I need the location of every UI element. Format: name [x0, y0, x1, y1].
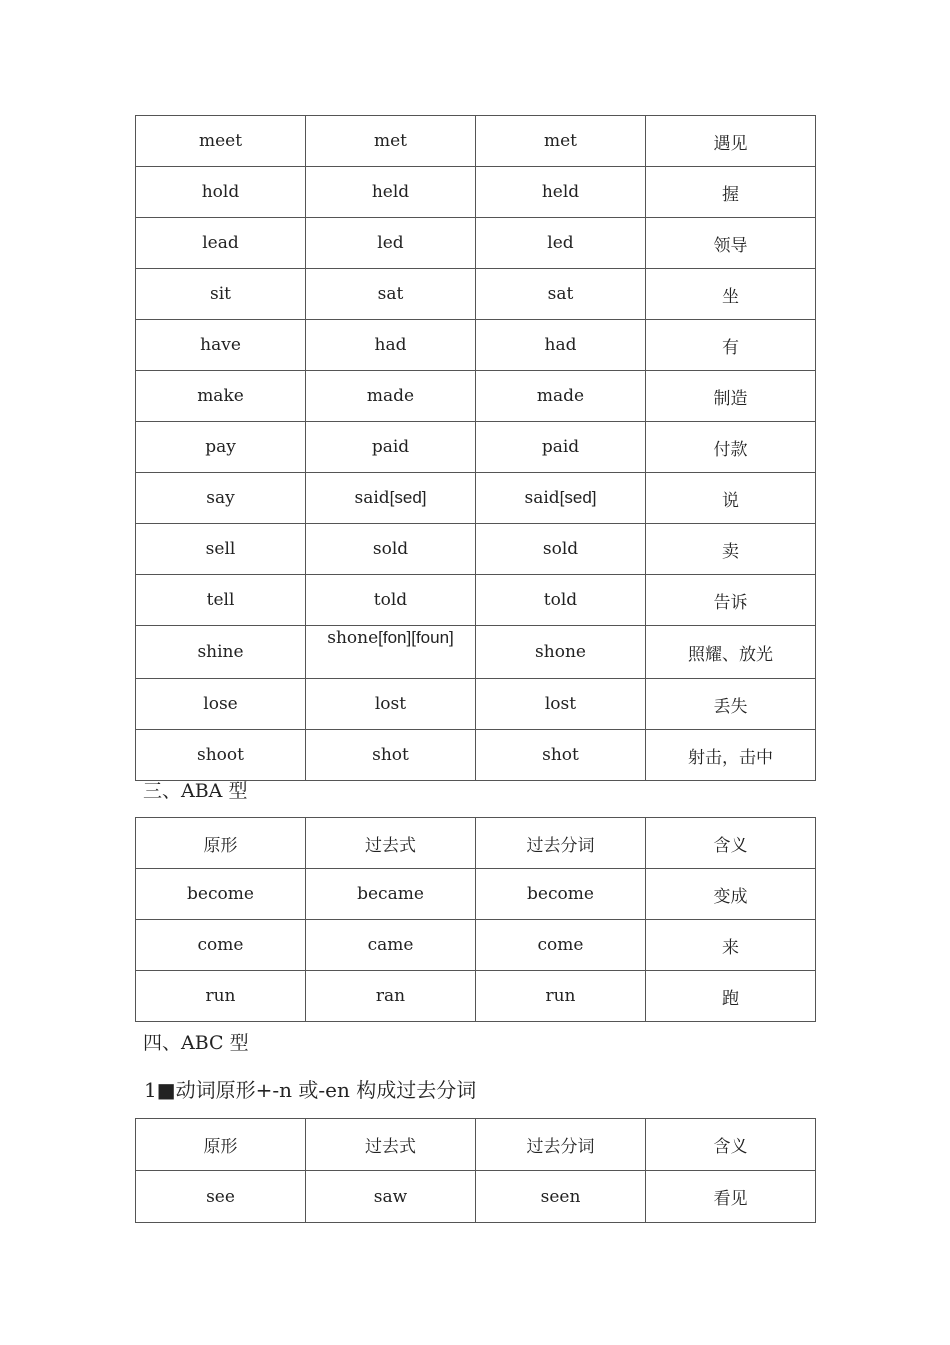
past-tense-cell: met: [306, 116, 476, 167]
past-participle-cell: shot: [476, 730, 646, 781]
base-form-cell: say: [136, 473, 306, 524]
column-header: 原形: [136, 1119, 306, 1171]
table-row: [136, 167, 816, 218]
past-participle-cell: [476, 473, 646, 524]
meaning-cell: 照耀、放光: [646, 626, 816, 679]
meaning-cell: 领导: [646, 218, 816, 269]
meaning-cell: 告诉: [646, 575, 816, 626]
past-tense-cell: saw: [306, 1171, 476, 1223]
table-row: [136, 971, 816, 1022]
meaning-cell: 有: [646, 320, 816, 371]
abc-verb-table: [135, 1118, 816, 1223]
past-tense-cell: [306, 473, 476, 524]
past-tense-cell: had: [306, 320, 476, 371]
subsection-heading-n-en: 1■动词原形+-n 或-en 构成过去分词: [144, 1078, 477, 1102]
table-row: [136, 679, 816, 730]
past-tense-cell: paid: [306, 422, 476, 473]
past-participle-cell: made: [476, 371, 646, 422]
past-participle-cell: met: [476, 116, 646, 167]
past-participle-cell: lost: [476, 679, 646, 730]
section-heading-aba: 三、ABA 型: [143, 780, 248, 802]
meaning-cell: 来: [646, 920, 816, 971]
phonetic-transcription: [sed]: [389, 488, 427, 507]
table-row: [136, 116, 816, 167]
table-row: [136, 371, 816, 422]
past-participle-cell: seen: [476, 1171, 646, 1223]
meaning-cell: 说: [646, 473, 816, 524]
past-tense-cell: led: [306, 218, 476, 269]
past-participle-cell: run: [476, 971, 646, 1022]
base-form-cell: sell: [136, 524, 306, 575]
column-header: 过去式: [306, 818, 476, 869]
meaning-cell: 遇见: [646, 116, 816, 167]
past-tense-cell: ran: [306, 971, 476, 1022]
past-tense-cell: came: [306, 920, 476, 971]
aba-verb-table: [135, 817, 816, 1022]
past-participle-cell: had: [476, 320, 646, 371]
base-form-cell: make: [136, 371, 306, 422]
base-form-cell: sit: [136, 269, 306, 320]
past-participle-cell: held: [476, 167, 646, 218]
meaning-cell: 看见: [646, 1171, 816, 1223]
verb-form: shone: [327, 628, 379, 648]
abb-verb-table: [135, 115, 816, 781]
past-tense-cell: made: [306, 371, 476, 422]
column-header: 过去分词: [476, 818, 646, 869]
past-participle-cell: told: [476, 575, 646, 626]
base-form-cell: run: [136, 971, 306, 1022]
table-row: [136, 524, 816, 575]
table-row: [136, 218, 816, 269]
meaning-cell: 握: [646, 167, 816, 218]
meaning-cell: 制造: [646, 371, 816, 422]
base-form-cell: lead: [136, 218, 306, 269]
past-tense-cell: [306, 626, 476, 679]
past-participle-cell: come: [476, 920, 646, 971]
table-row: [136, 575, 816, 626]
past-tense-cell: told: [306, 575, 476, 626]
column-header: 过去式: [306, 1119, 476, 1171]
table-header-row: [136, 818, 816, 869]
phonetic-transcription: [sed]: [559, 488, 597, 507]
verb-form: said: [354, 488, 390, 508]
table-row: [136, 1171, 816, 1223]
base-form-cell: meet: [136, 116, 306, 167]
column-header: 含义: [646, 818, 816, 869]
past-tense-cell: held: [306, 167, 476, 218]
base-form-cell: come: [136, 920, 306, 971]
table-row: [136, 269, 816, 320]
column-header: 过去分词: [476, 1119, 646, 1171]
meaning-cell: 变成: [646, 869, 816, 920]
table-row: [136, 320, 816, 371]
column-header: 含义: [646, 1119, 816, 1171]
column-header: 原形: [136, 818, 306, 869]
past-participle-cell: shone: [476, 626, 646, 679]
table-header-row: [136, 1119, 816, 1171]
past-tense-cell: became: [306, 869, 476, 920]
base-form-cell: shine: [136, 626, 306, 679]
base-form-cell: shoot: [136, 730, 306, 781]
meaning-cell: 坐: [646, 269, 816, 320]
base-form-cell: have: [136, 320, 306, 371]
table-row: [136, 869, 816, 920]
base-form-cell: become: [136, 869, 306, 920]
table-row: [136, 422, 816, 473]
table-row: [136, 730, 816, 781]
phonetic-transcription: [fon][foun]: [378, 628, 454, 647]
past-tense-cell: lost: [306, 679, 476, 730]
meaning-cell: 跑: [646, 971, 816, 1022]
past-participle-cell: sat: [476, 269, 646, 320]
meaning-cell: 付款: [646, 422, 816, 473]
verb-form: said: [524, 488, 560, 508]
table-row: [136, 626, 816, 679]
base-form-cell: lose: [136, 679, 306, 730]
past-participle-cell: led: [476, 218, 646, 269]
base-form-cell: tell: [136, 575, 306, 626]
past-participle-cell: become: [476, 869, 646, 920]
past-tense-cell: shot: [306, 730, 476, 781]
meaning-cell: 丢失: [646, 679, 816, 730]
base-form-cell: hold: [136, 167, 306, 218]
past-tense-cell: sold: [306, 524, 476, 575]
past-participle-cell: paid: [476, 422, 646, 473]
section-heading-abc: 四、ABC 型: [143, 1032, 249, 1054]
base-form-cell: see: [136, 1171, 306, 1223]
table-row: [136, 920, 816, 971]
past-tense-cell: sat: [306, 269, 476, 320]
meaning-cell: 射击，击中: [646, 730, 816, 781]
table-row: [136, 473, 816, 524]
past-participle-cell: sold: [476, 524, 646, 575]
base-form-cell: pay: [136, 422, 306, 473]
meaning-cell: 卖: [646, 524, 816, 575]
